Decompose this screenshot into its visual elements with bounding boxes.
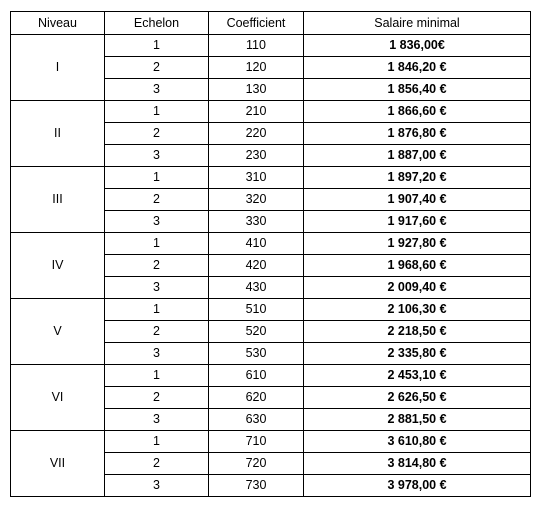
echelon-cell: 2 (105, 321, 209, 343)
coefficient-cell: 620 (209, 387, 304, 409)
coefficient-cell: 310 (209, 167, 304, 189)
echelon-cell: 2 (105, 123, 209, 145)
echelon-cell: 2 (105, 387, 209, 409)
coefficient-cell: 420 (209, 255, 304, 277)
echelon-cell: 2 (105, 255, 209, 277)
header-coefficient: Coefficient (209, 12, 304, 35)
echelon-cell: 1 (105, 431, 209, 453)
coefficient-cell: 110 (209, 35, 304, 57)
niveau-cell: III (11, 167, 105, 233)
salaire-minimal-cell: 3 978,00 € (304, 475, 531, 497)
table-row (11, 365, 531, 387)
echelon-cell: 3 (105, 79, 209, 101)
echelon-cell: 2 (105, 57, 209, 79)
salaire-minimal-cell: 3 814,80 € (304, 453, 531, 475)
salaire-minimal-cell: 1 887,00 € (304, 145, 531, 167)
salaire-minimal-cell: 1 968,60 € (304, 255, 531, 277)
echelon-cell: 1 (105, 167, 209, 189)
coefficient-cell: 220 (209, 123, 304, 145)
coefficient-cell: 710 (209, 431, 304, 453)
salaire-minimal-cell: 2 218,50 € (304, 321, 531, 343)
table-row (11, 431, 531, 453)
table-header (11, 12, 531, 35)
salaire-minimal-cell: 2 453,10 € (304, 365, 531, 387)
table-body (11, 35, 531, 497)
salaire-minimal-cell: 1 856,40 € (304, 79, 531, 101)
coefficient-cell: 130 (209, 79, 304, 101)
niveau-cell: V (11, 299, 105, 365)
echelon-cell: 3 (105, 409, 209, 431)
salary-grid-table (10, 11, 531, 497)
table-row (11, 101, 531, 123)
salaire-minimal-cell: 1 846,20 € (304, 57, 531, 79)
salaire-minimal-cell: 2 881,50 € (304, 409, 531, 431)
niveau-cell: II (11, 101, 105, 167)
salaire-minimal-cell: 1 876,80 € (304, 123, 531, 145)
salaire-minimal-cell: 1 866,60 € (304, 101, 531, 123)
echelon-cell: 1 (105, 233, 209, 255)
echelon-cell: 2 (105, 453, 209, 475)
coefficient-cell: 320 (209, 189, 304, 211)
header-row (11, 12, 531, 35)
coefficient-cell: 730 (209, 475, 304, 497)
coefficient-cell: 430 (209, 277, 304, 299)
salaire-minimal-cell: 1 917,60 € (304, 211, 531, 233)
echelon-cell: 1 (105, 299, 209, 321)
echelon-cell: 1 (105, 365, 209, 387)
echelon-cell: 1 (105, 35, 209, 57)
niveau-cell: VI (11, 365, 105, 431)
header-echelon: Echelon (105, 12, 209, 35)
echelon-cell: 3 (105, 475, 209, 497)
coefficient-cell: 410 (209, 233, 304, 255)
niveau-cell: I (11, 35, 105, 101)
coefficient-cell: 120 (209, 57, 304, 79)
niveau-cell: VII (11, 431, 105, 497)
salaire-minimal-cell: 3 610,80 € (304, 431, 531, 453)
coefficient-cell: 210 (209, 101, 304, 123)
salaire-minimal-cell: 1 927,80 € (304, 233, 531, 255)
echelon-cell: 3 (105, 145, 209, 167)
echelon-cell: 3 (105, 277, 209, 299)
header-niveau: Niveau (11, 12, 105, 35)
coefficient-cell: 530 (209, 343, 304, 365)
header-salaire-minimal: Salaire minimal (304, 12, 531, 35)
salaire-minimal-cell: 2 009,40 € (304, 277, 531, 299)
salaire-minimal-cell: 1 897,20 € (304, 167, 531, 189)
echelon-cell: 3 (105, 343, 209, 365)
niveau-cell: IV (11, 233, 105, 299)
salaire-minimal-cell: 2 626,50 € (304, 387, 531, 409)
echelon-cell: 3 (105, 211, 209, 233)
salaire-minimal-cell: 1 836,00€ (304, 35, 531, 57)
coefficient-cell: 510 (209, 299, 304, 321)
salaire-minimal-cell: 2 106,30 € (304, 299, 531, 321)
table-row (11, 167, 531, 189)
coefficient-cell: 610 (209, 365, 304, 387)
coefficient-cell: 230 (209, 145, 304, 167)
coefficient-cell: 520 (209, 321, 304, 343)
coefficient-cell: 630 (209, 409, 304, 431)
table-row (11, 35, 531, 57)
table-row (11, 299, 531, 321)
table-row (11, 233, 531, 255)
echelon-cell: 2 (105, 189, 209, 211)
salaire-minimal-cell: 1 907,40 € (304, 189, 531, 211)
echelon-cell: 1 (105, 101, 209, 123)
coefficient-cell: 330 (209, 211, 304, 233)
coefficient-cell: 720 (209, 453, 304, 475)
salaire-minimal-cell: 2 335,80 € (304, 343, 531, 365)
